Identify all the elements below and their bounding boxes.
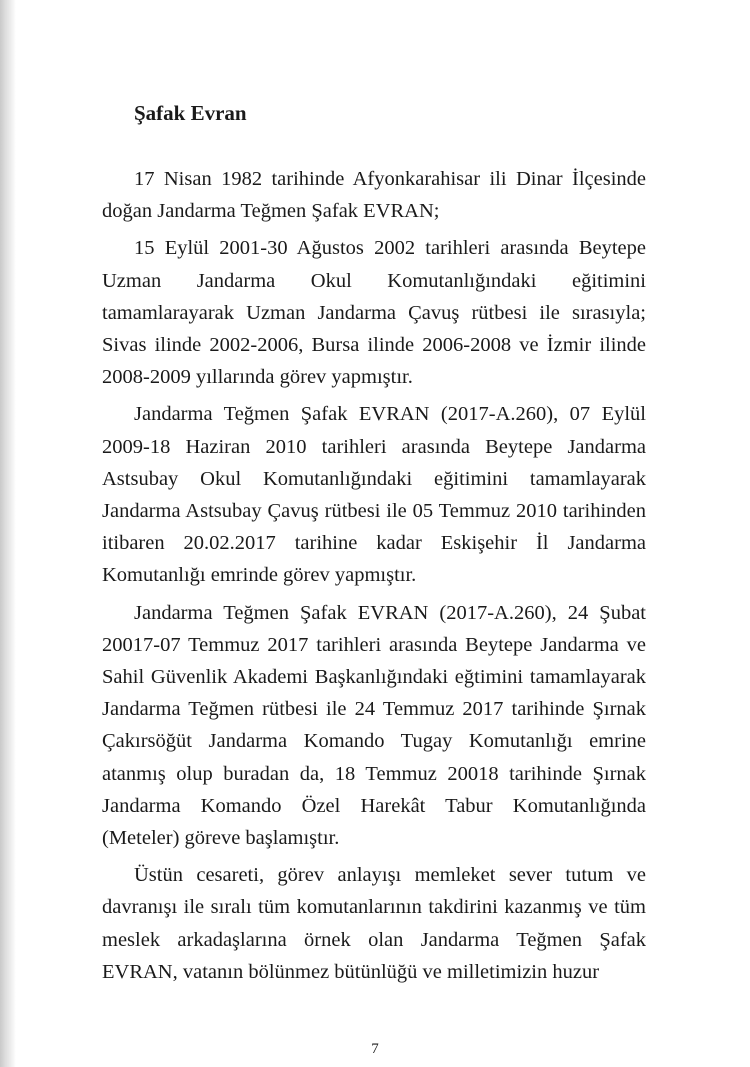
- paragraph-character: Üstün cesareti, görev anlayışı memleket sever tutum ve davranışı ile sıralı tüm komutanlarının takdirini kazanmış ve tüm meslek arkadaşlarına örnek olan Jandarma Teğmen Şafak EVRAN, vatanın bölünmez bütünlüğü ve milletimizin huzur: [102, 864, 646, 983]
- paragraph-nco-training: Jandarma Teğmen Şafak EVRAN (2017-A.260), 07 Eylül 2009-18 Haziran 2010 tarihleri arasında Beytepe Jandarma Astsubay Okul Komutanlığındaki eğitimini tamamlayarak Jandarma Astsubay Çavuş rütbesi ile 05 Temmuz 2010 tarihinden itibaren 20.02.2017 tarihine kadar Eskişehir İl Jandarma Komutanlığı emrinde görev yapmıştır.: [102, 403, 646, 587]
- document-title: Şafak Evran: [134, 101, 247, 125]
- paragraph-birth: 17 Nisan 1982 tarihinde Afyonkarahisar ili Dinar İlçesinde doğan Jandarma Teğmen Şafak EVRAN;: [102, 168, 646, 223]
- paragraph-specialist-training: 15 Eylül 2001-30 Ağustos 2002 tarihleri arasında Beytepe Uzman Jandarma Okul Komutanlığındaki eğitimini tamamlarayarak Uzman Jandarma Çavuş rütbesi ile sırasıyla; Sivas ilinde 2002-2006, Bursa ilinde 2006-2008 ve İzmir ilinde 2008-2009 yıllarında görev yapmıştır.: [102, 237, 646, 389]
- paragraph-officer-training: Jandarma Teğmen Şafak EVRAN (2017-A.260), 24 Şubat 20017-07 Temmuz 2017 tarihleri arasında Beytepe Jandarma ve Sahil Güvenlik Akademi Başkanlığındaki eğtimini tamamlayarak Jandarma Teğmen rütbesi ile 24 Temmuz 2017 tarihinde Şırnak Çakırsöğüt Jandarma Komando Tugay Komutanlığı emrine atanmış olup buradan da, 18 Temmuz 20018 tarihinde Şırnak Jandarma Komando Özel Harekât Tabur Komutanlığında (Meteler) göreve başlamıştır.: [102, 601, 646, 850]
- page-number: 7: [371, 1041, 379, 1057]
- document-body: [102, 163, 646, 993]
